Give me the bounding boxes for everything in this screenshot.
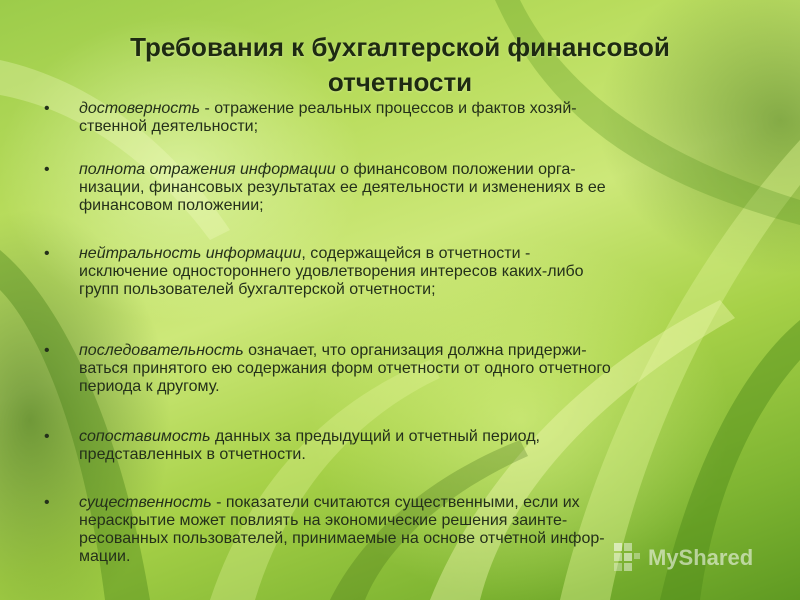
bullet-dot: • [44, 245, 50, 262]
term-materiality: существенность [79, 494, 212, 511]
item-text-line: ресованных пользователей, принимаемые на основе отчетной инфор- [79, 530, 605, 547]
bullet-dot: • [44, 428, 50, 445]
item-text-line: , содержащейся в отчетности - [301, 245, 531, 262]
term-comparability: сопоставимость [79, 428, 211, 445]
term-neutrality: нейтральность информации [79, 245, 302, 262]
myshared-logo-icon [612, 541, 642, 575]
item-text-line: групп пользователей бухгалтерской отчетности; [79, 281, 436, 298]
item-text-line: нераскрытие может повлиять на экономические решения заинте- [79, 512, 568, 529]
myshared-watermark [612, 538, 753, 578]
item-text-line: - показатели считаются существенными, если их [211, 494, 580, 511]
item-text-line: о финансовом положении орга- [335, 161, 576, 178]
item-text-line: означает, что организация должна придержи- [243, 342, 587, 359]
list-item-reliability [44, 100, 760, 136]
term-consistency: последовательность [79, 342, 244, 359]
list-item-consistency [44, 342, 760, 396]
item-text-line: мации. [79, 548, 131, 565]
item-text-line: ваться принятого ею содержания форм отчетности от одного отчетного [79, 360, 611, 377]
list-item-completeness [44, 161, 760, 215]
item-text-line: исключение одностороннего удовлетворения интересов каких-либо [79, 263, 584, 280]
item-text-line: периода к другому. [79, 378, 220, 395]
list-item-comparability [44, 428, 760, 464]
term-completeness: полнота отражения информации [79, 161, 336, 178]
bullet-dot: • [44, 161, 50, 178]
slide-title [40, 30, 760, 100]
bullet-dot: • [44, 342, 50, 359]
term-reliability: достоверность [79, 100, 201, 117]
item-text-line: низации, финансовых результатах ее деятельности и изменениях в ее [79, 179, 606, 196]
item-text-line: финансовом положении; [79, 197, 264, 214]
bullet-dot: • [44, 494, 50, 511]
slide-title-line-1: Требования к бухгалтерской финансовой [130, 32, 670, 62]
item-text-line: - отражение реальных процессов и фактов хозяй- [200, 100, 577, 117]
slide-title-line-2: отчетности [327, 67, 473, 97]
item-text-line: представленных в отчетности. [79, 446, 306, 463]
item-text-line: ственной деятельности; [79, 118, 259, 135]
item-text-line: данных за предыдущий и отчетный период, [210, 428, 540, 445]
list-item-neutrality [44, 245, 760, 299]
bullet-dot: • [44, 100, 50, 117]
watermark-text: MyShared [648, 545, 754, 570]
